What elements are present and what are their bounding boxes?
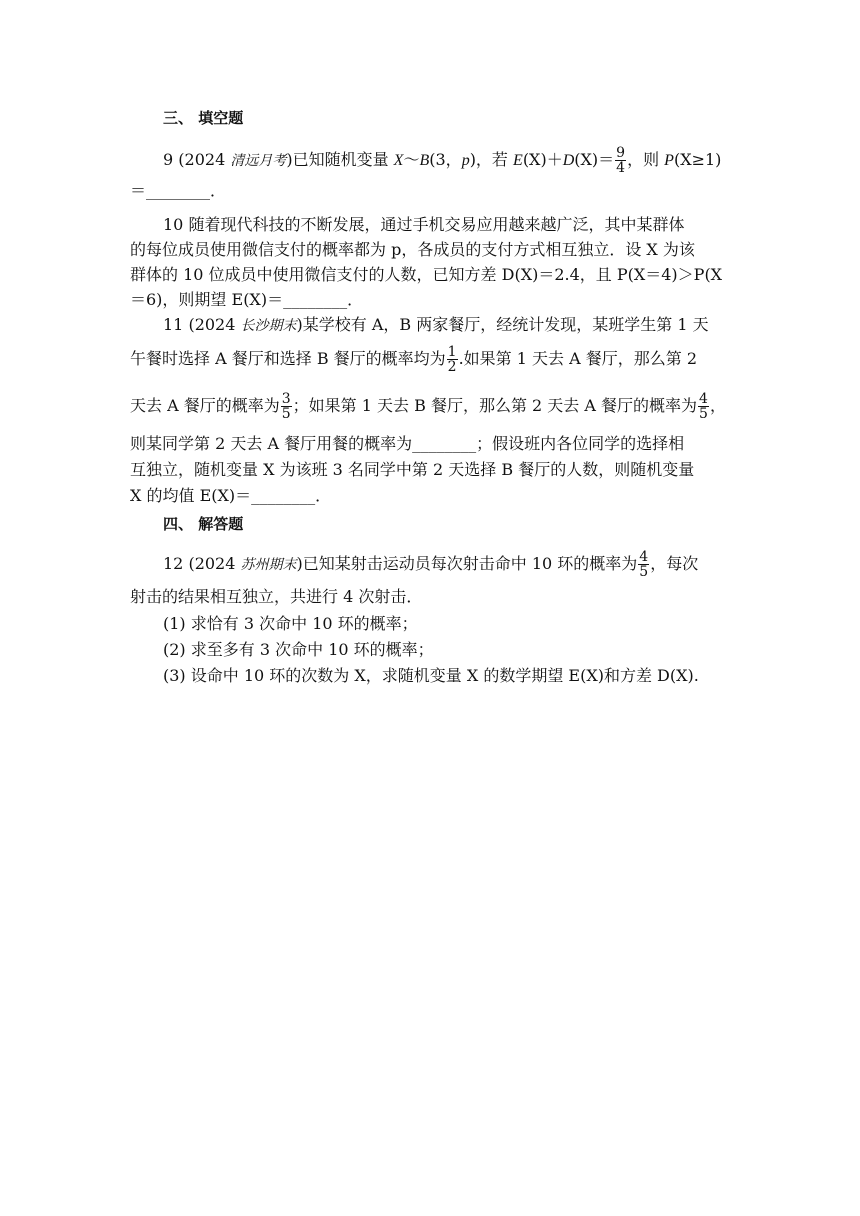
question-11-line-2: 午餐时选择 A 餐厅和选择 B 餐厅的概率均为 $\frac{1}{2}$ .如果第 1 天去 A 餐厅，那么第 2 (130, 344, 698, 375)
question-9-number: 9 (163, 150, 174, 169)
question-11-line-1: 11 (2024 长沙期末)某学校有 A，B 两家餐厅，经统计发现，某班学生第 1 天 (163, 315, 709, 334)
question-9-line-1: 9 (2024 清远月考)已知随机变量 X～B(3，p)，若 E(X)＋D(X)＝ $\frac{9}{4}$ ，则 P(X≥1) (163, 145, 722, 176)
question-11-line-5: 互独立，随机变量 X 为该班 3 名同学中第 2 天选择 B 餐厅的人数，则随机变量 (130, 460, 695, 479)
fraction-9-4: $\frac{9}{4}$ (616, 145, 626, 176)
section-four-title: 四、 解答题 (163, 515, 244, 533)
question-11-source: 长沙期末 (240, 318, 297, 334)
fraction-1-2: $\frac{1}{2}$ (447, 344, 457, 375)
question-12-part-3: (3) 设命中 10 环的次数为 X，求随机变量 X 的数学期望 E(X)和方差 D(X). (163, 666, 699, 685)
question-11-line-4: 则某同学第 2 天去 A 餐厅用餐的概率为________；假设班内各位同学的选择相 (130, 434, 685, 453)
question-9-source: 清远月考 (230, 153, 287, 169)
section-three-title: 三、 填空题 (163, 109, 244, 127)
question-10-line-2: 的每位成员使用微信支付的概率都为 p，各成员的支付方式相互独立．设 X 为该 (130, 240, 695, 259)
fraction-4-5-q12: $\frac{4}{5}$ (639, 549, 649, 580)
question-10-line-1: 10 随着现代科技的不断发展，通过手机交易应用越来越广泛，其中某群体 (163, 215, 685, 234)
question-11-line-6: X 的均值 E(X)＝________． (130, 486, 332, 505)
question-11-line-3: 天去 A 餐厅的概率为 $\frac{3}{5}$ ；如果第 1 天去 B 餐厅，那么第 2 天去 A 餐厅的概率为 $\frac{4}{5}$ ， (130, 391, 726, 422)
question-12-source: 苏州期末 (240, 557, 297, 573)
fraction-3-5: $\frac{3}{5}$ (281, 391, 291, 422)
question-10-line-3: 群体的 10 位成员中使用微信支付的人数，已知方差 D(X)＝2.4，且 P(X＝4)＞P(X (130, 265, 723, 284)
question-9-line-2: ＝________． (130, 181, 227, 200)
question-10-line-4: ＝6)，则期望 E(X)＝________． (130, 290, 364, 309)
question-12-line-1: 12 (2024 苏州期末)已知某射击运动员每次射击命中 10 环的概率为 $\frac{4}{5}$ ，每次 (163, 549, 699, 580)
question-12-part-2: (2) 求至多有 3 次命中 10 环的概率； (163, 640, 434, 659)
fraction-4-5: $\frac{4}{5}$ (699, 391, 708, 422)
question-12-line-2: 射击的结果相互独立，共进行 4 次射击． (130, 587, 423, 606)
question-12-part-1: (1) 求恰有 3 次命中 10 环的概率； (163, 614, 418, 633)
